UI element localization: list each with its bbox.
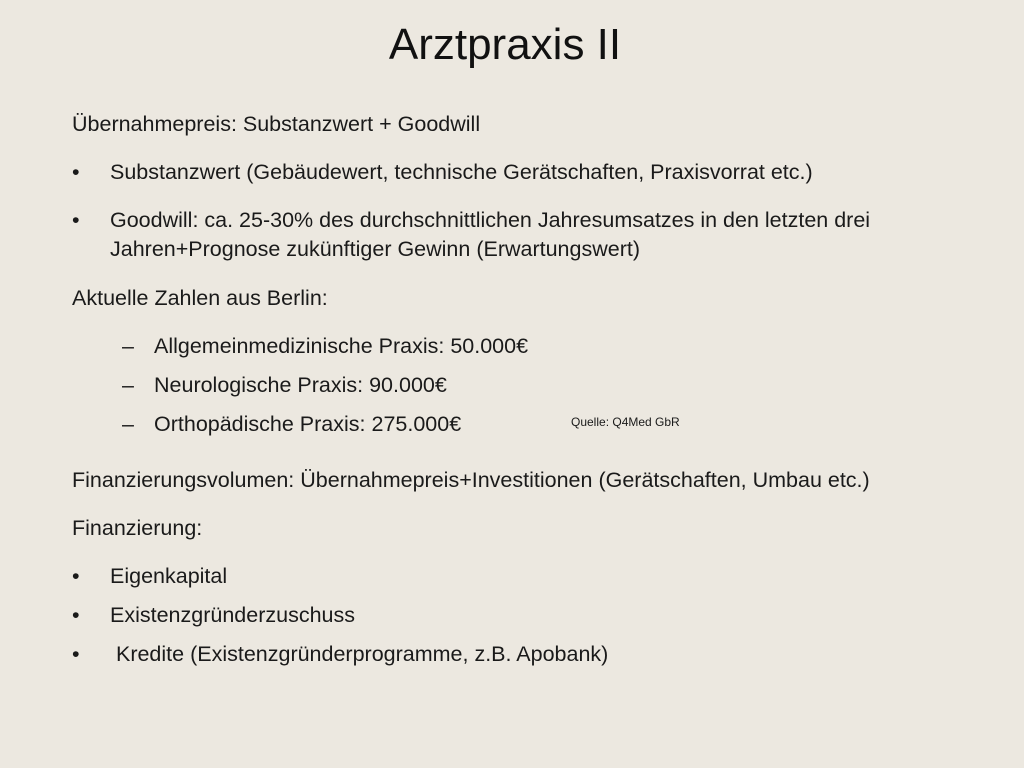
bullet-text: Kredite (Existenzgründerprogramme, z.B. Apobank)	[110, 642, 609, 666]
bullet-text: Goodwill: ca. 25-30% des durchschnittlichen Jahresumsatzes in den letzten drei	[110, 208, 871, 232]
bullet-icon: •	[72, 160, 80, 184]
finanzierungsvolumen-line: Finanzierungsvolumen: Übernahmepreis+Investitionen (Gerätschaften, Umbau etc.)	[72, 468, 870, 492]
uebernahme-heading: Übernahmepreis: Substanzwert + Goodwill	[72, 112, 481, 136]
bullet-text: Substanzwert (Gebäudewert, technische Gerätschaften, Praxisvorrat etc.)	[110, 160, 813, 184]
bullet-text: Existenzgründerzuschuss	[110, 603, 355, 627]
bullet-icon: •	[72, 208, 80, 232]
slide-title: Arztpraxis II	[388, 20, 622, 69]
bullet-icon: •	[72, 564, 80, 588]
finanzierung-heading: Finanzierung:	[72, 516, 203, 540]
dash-icon: –	[122, 334, 134, 358]
dash-item-text: Neurologische Praxis: 90.000€	[154, 373, 447, 397]
bullet-text: Eigenkapital	[110, 564, 228, 588]
dash-item-text: Allgemeinmedizinische Praxis: 50.000€	[154, 334, 529, 358]
bullet-icon: •	[72, 642, 80, 666]
bullet-icon: •	[72, 603, 80, 627]
zahlen-heading: Aktuelle Zahlen aus Berlin:	[72, 286, 328, 310]
dash-icon: –	[122, 373, 134, 397]
dash-item-text: Orthopädische Praxis: 275.000€	[154, 412, 462, 436]
bullet-text: Jahren+Prognose zukünftiger Gewinn (Erwartungswert)	[110, 237, 640, 261]
dash-icon: –	[122, 412, 134, 436]
source-note: Quelle: Q4Med GbR	[571, 415, 680, 429]
